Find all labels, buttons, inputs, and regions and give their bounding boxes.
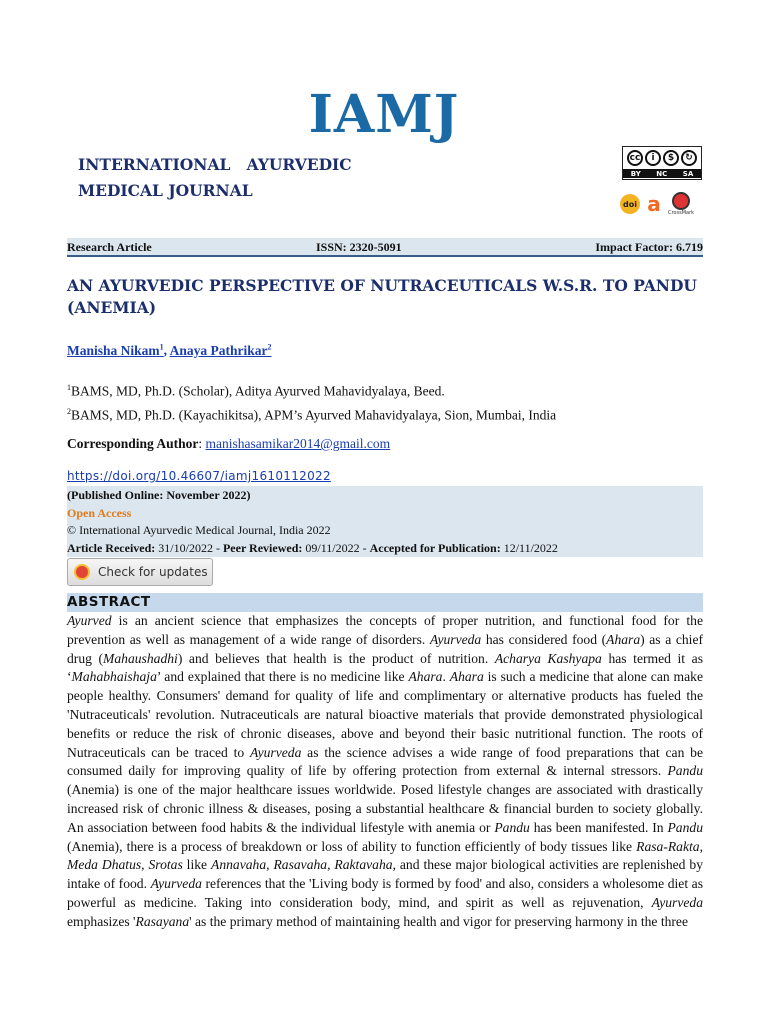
sa-icon: ↻ xyxy=(681,150,697,166)
crossmark-label: CrossMark xyxy=(668,210,695,216)
published-online: (Published Online: November 2022) xyxy=(67,488,251,502)
author-link[interactable]: Anaya Pathrikar$^2$ xyxy=(169,342,272,358)
cc-icon: cc xyxy=(627,150,643,166)
abstract-heading: ABSTRACT xyxy=(67,594,151,610)
affiliations xyxy=(67,378,556,425)
issn: ISSN: 2320-5091 xyxy=(316,240,402,254)
article-type: Research Article xyxy=(67,240,152,254)
abstract-heading-bar xyxy=(67,593,703,612)
article-title: AN AYURVEDIC PERSPECTIVE OF NUTRACEUTICALS W.S.R. TO PANDU (ANEMIA) xyxy=(67,276,697,317)
doi-link[interactable]: https://doi.org/10.46607/iamj1610112022 xyxy=(67,469,331,483)
affiliation-2: $^2$BAMS, MD, Ph.D. (Kayachikitsa), APM’s Ayurved Mahavidyalaya, Sion, Mumbai, India xyxy=(67,406,557,422)
article-dates: Article Received: 31/10/2022 - Peer Reviewed: 09/11/2022 - Accepted for Publication: 12/11/2022 xyxy=(67,540,558,555)
check-for-updates-button[interactable] xyxy=(67,558,213,586)
cc-nc-label: NC xyxy=(656,169,668,178)
author-list: Manisha Nikam$^1$, Anaya Pathrikar$^2$ xyxy=(67,342,272,358)
by-icon: i xyxy=(645,150,661,166)
badge-row xyxy=(620,192,694,216)
publication-info xyxy=(67,486,703,557)
cc-license-badge[interactable] xyxy=(622,146,702,180)
journal-name-line2: MEDICAL JOURNAL xyxy=(78,181,253,200)
open-access-icon[interactable]: a xyxy=(647,192,661,216)
check-for-updates-label: Check for updates xyxy=(98,565,208,579)
journal-name-line1: INTERNATIONAL AYURVEDIC xyxy=(78,155,352,174)
article-meta-bar xyxy=(67,238,703,257)
corresponding-label: Corresponding Author xyxy=(67,436,199,451)
doi-badge-icon[interactable]: doi xyxy=(620,194,640,214)
abstract-text: Ayurved is an ancient science that emphasizes the concepts of proper nutrition, and functional food for the prevention as well as management of a wide range of disorders. Ayurveda has considered food (Ahara) as a chief drug (Mahaushadhi) and believes that health is the product of nutrition. Acharya Kashyapa has termed it as ‘Mahabhaishaja’ and explained that there is no medicine like Ahara. Ahara is such a medicine that alone can make people healthy. Consumers' demand for quality of life and complimentary or alternative products has fueled the 'Nutraceuticals' revolution. Nutraceuticals are natural bioactive materials that provide demonstrated physiological benefits or reduce the risk of chronic diseases, above and beyond their basic nutritional function. The roots of Nutraceuticals can be traced to Ayurveda as the science advises a wide range of food preparations that can be consumed daily for improving quality of life by offering protection from external & internal stressors. Pandu (Anemia) is one of the major healthcare issues worldwide. Posed lifestyle changes are associated with drastically increased risk of chronic illness & diseases, posing a substantial healthcare & financial burden to society globally. An association between food habits & the individual lifestyle with anemia or Pandu has been manifested. In Pandu (Anemia), there is a process of breakdown or loss of ability to function efficiently of body tissues like Rasa-Rakta, Meda Dhatus, Srotas like Annavaha, Rasavaha, Raktavaha, and these major biological activities are replenished by intake of food. Ayurveda references that the 'Living body is formed by food' and also, considers a wholesome diet as powerful as medicine. Taking into consideration body, mind, and spirit as well as rejuvenation, Ayurveda emphasizes 'Rasayana' as the primary method of maintaining health and vigor for preserving harmony in the three xyxy=(67,613,704,929)
cc-sa-label: SA xyxy=(682,169,694,178)
nc-icon: $ xyxy=(663,150,679,166)
copyright: © International Ayurvedic Medical Journal, India 2022 xyxy=(67,523,331,537)
impact-factor: Impact Factor: 6.719 xyxy=(595,240,703,254)
journal-logo: IAMJ xyxy=(308,84,460,145)
crossmark-icon[interactable] xyxy=(668,192,694,216)
author-link[interactable]: Manisha Nikam$^1$ xyxy=(67,342,164,358)
affiliation-1: $^1$BAMS, MD, Ph.D. (Scholar), Aditya Ayurved Mahavidyalaya, Beed. xyxy=(67,383,445,399)
corresponding-email-link[interactable]: manishasamikar2014@gmail.com xyxy=(205,436,391,451)
cc-by-label: BY xyxy=(630,169,641,178)
corresponding-author: Corresponding Author: manishasamikar2014@gmail.com xyxy=(67,436,391,451)
journal-name xyxy=(78,152,352,204)
open-access-label: Open Access xyxy=(67,505,132,520)
crossmark-update-icon xyxy=(74,564,90,580)
